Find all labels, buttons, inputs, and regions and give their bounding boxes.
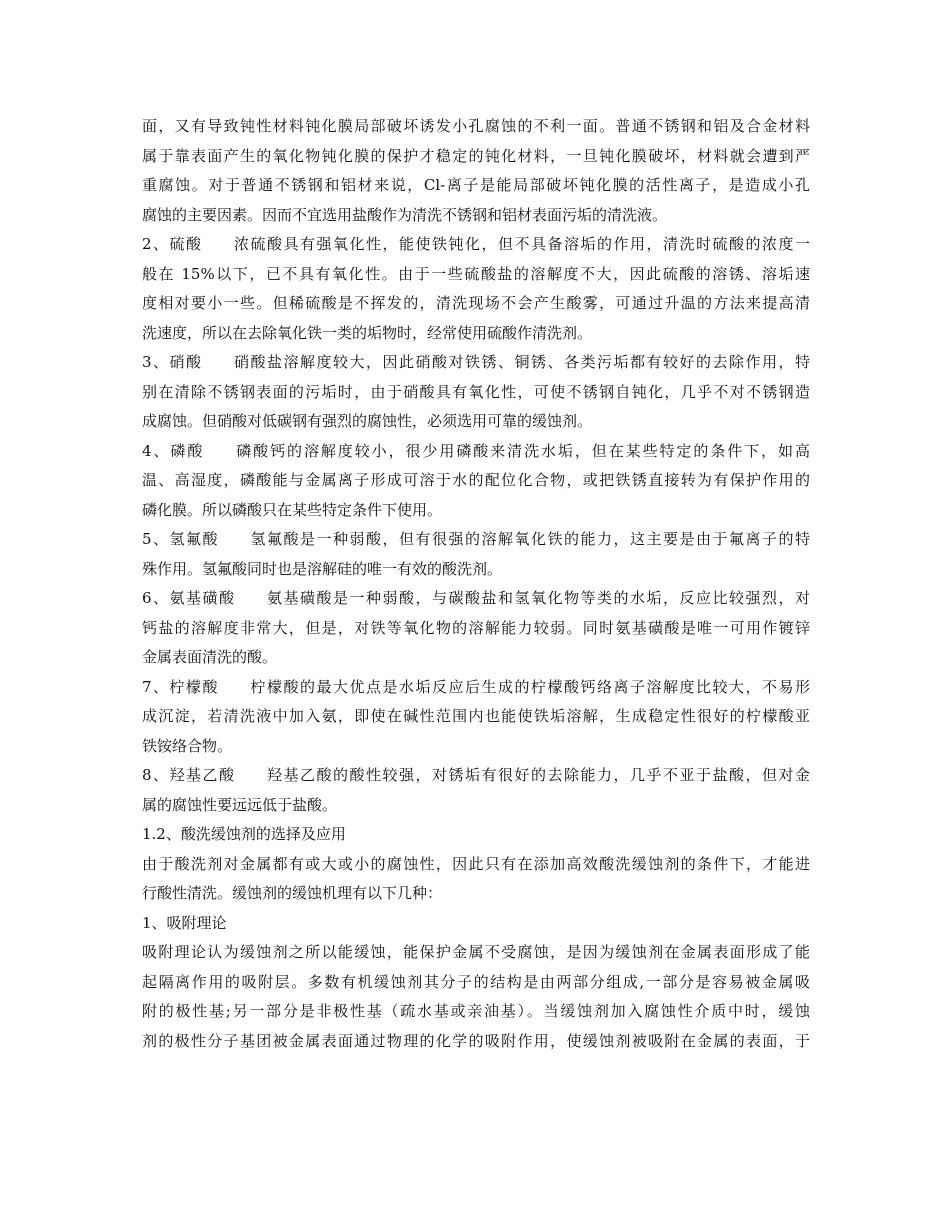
paragraph-text: 硝酸盐溶解度较大，因此硝酸对铁锈、铜锈、各类污垢都有较好的去除作用，特 [232, 353, 810, 371]
paragraph-text: 般在 15%以下，已不具有氧化性。由于一些硫酸盐的溶解度不大，因此硫酸的溶锈、溶垢速 [142, 264, 810, 283]
paragraph-text: 面，又有导致钝性材料钝化膜局部破坏诱发小孔腐蚀的不利一面。普通不锈钢和铝及合金材料 [142, 117, 810, 135]
text-line [142, 496, 810, 526]
text-line [142, 201, 810, 231]
paragraph-text: 1.2、酸洗缓蚀剂的选择及应用 [142, 825, 346, 843]
text-line [142, 909, 810, 939]
paragraph-text: 附的极性基;另一部分是非极性基（疏水基或亲油基）。当缓蚀剂加入腐蚀性介质中时，缓蚀 [142, 1002, 810, 1020]
paragraph-text: 铁铵络合物。 [142, 736, 233, 755]
text-line [142, 702, 810, 732]
section-heading: 2、硫酸 [142, 235, 203, 253]
paragraph-text: 羟基乙酸的酸性较强，对锈垢有很好的去除能力，几乎不亚于盐酸，但对金 [265, 766, 810, 784]
section-heading: 6、氨基磺酸 [142, 589, 236, 607]
paragraph-text: 钙盐的溶解度非常大，但是，对铁等氧化物的溶解能力较弱。同时氨基磺酸是唯一可用作镀锌 [142, 618, 810, 637]
text-line [142, 850, 810, 880]
paragraph-text: 重腐蚀。对于普通不锈钢和铝材来说，Cl-离子是能局部破坏钝化膜的活性离子，是造成小孔 [142, 176, 810, 194]
paragraph-text: 浓硫酸具有强氧化性，能使铁钝化，但不具备溶垢的作用，清洗时硫酸的浓度一 [232, 235, 810, 253]
paragraph-text: 成腐蚀。但硝酸对低碳钢有强烈的腐蚀性，必须选用可靠的缓蚀剂。 [142, 412, 593, 430]
text-line [142, 820, 810, 850]
paragraph-text: 氨基磺酸是一种弱酸，与碳酸盐和氢氧化物等类的水垢，反应比较强烈，对 [265, 589, 810, 607]
paragraph-text: 行酸性清洗。缓蚀剂的缓蚀机理有以下几种： [142, 884, 443, 902]
text-line [142, 142, 810, 172]
paragraph-text: 吸附理论认为缓蚀剂之所以能缓蚀，能保护金属不受腐蚀，是因为缓蚀剂在金属表面形成了能 [142, 943, 810, 961]
text-line [142, 230, 810, 260]
text-line [142, 407, 810, 437]
section-heading: 7、柠檬酸 [142, 677, 220, 696]
paragraph-text: 属于靠表面产生的氧化物钝化膜的保护才稳定的钝化材料，一旦钝化膜破坏，材料就会遭到严 [142, 146, 810, 165]
text-line [142, 525, 810, 555]
section-heading: 4、磷酸 [142, 441, 205, 460]
text-line [142, 938, 810, 968]
paragraph-text: 属的腐蚀性要远远低于盐酸。 [142, 795, 338, 814]
paragraph-text: 1、吸附理论 [142, 913, 227, 932]
paragraph-text: 起隔离作用的吸附层。多数有机缓蚀剂其分子的结构是由两部分组成,一部分是容易被金属吸 [142, 972, 810, 991]
text-line [142, 1027, 810, 1057]
paragraph-text: 殊作用。氢氟酸同时也是溶解硅的唯一有效的酸洗剂。 [142, 559, 503, 578]
section-heading: 5、氢氟酸 [142, 530, 220, 548]
paragraph-text: 磷酸钙的溶解度较小，很少用磷酸来清洗水垢，但在某些特定的条件下，如高 [234, 441, 810, 460]
text-line [142, 584, 810, 614]
text-line [142, 437, 810, 467]
paragraph-text: 由于酸洗剂对金属都有或大或小的腐蚀性，因此只有在添加高效酸洗缓蚀剂的条件下，才能进 [142, 854, 810, 873]
text-line [142, 348, 810, 378]
text-line [142, 289, 810, 319]
text-line [142, 673, 810, 703]
text-line [142, 614, 810, 644]
paragraph-text: 度相对要小一些。但稀硫酸是不挥发的，清洗现场不会产生酸雾，可通过升温的方法来提高清 [142, 294, 810, 312]
paragraph-text: 腐蚀的主要因素。因而不宜选用盐酸作为清洗不锈钢和铝材表面污垢的清洗液。 [142, 205, 668, 224]
text-line [142, 555, 810, 585]
text-line [142, 643, 810, 673]
paragraph-text: 柠檬酸的最大优点是水垢反应后生成的柠檬酸钙络离子溶解度比较大，不易形 [249, 677, 810, 696]
paragraph-text: 成沉淀，若清洗液中加入氨，即使在碱性范围内也能使铁垢溶解，生成稳定性很好的柠檬酸亚 [142, 707, 810, 725]
text-line [142, 171, 810, 201]
text-line [142, 997, 810, 1027]
document-page [142, 112, 810, 1056]
paragraph-text: 温、高湿度，磷酸能与金属离子形成可溶于水的配位化合物，或把铁锈直接转为有保护作用的 [142, 471, 810, 489]
text-line [142, 732, 810, 762]
paragraph-text: 别在清除不锈钢表面的污垢时，由于硝酸具有氧化性，可使不锈钢自钝化，几乎不对不锈钢造 [142, 382, 810, 401]
paragraph-text: 磷化膜。所以磷酸只在某些特定条件下使用。 [142, 500, 443, 519]
text-line [142, 378, 810, 408]
text-line [142, 319, 810, 349]
text-line [142, 260, 810, 290]
section-heading: 3、硝酸 [142, 353, 203, 371]
paragraph-text: 剂的极性分子基团被金属表面通过物理的化学的吸附作用，使缓蚀剂被吸附在金属的表面，于 [142, 1031, 810, 1050]
text-line [142, 968, 810, 998]
paragraph-text: 氢氟酸是一种弱酸，但有很强的溶解氧化铁的能力，这主要是由于氟离子的特 [249, 530, 810, 548]
paragraph-text: 洗速度，所以在去除氧化铁一类的垢物时，经常使用硫酸作清洗剂。 [142, 323, 593, 342]
text-line [142, 791, 810, 821]
paragraph-text: 金属表面清洗的酸。 [142, 648, 278, 666]
section-heading: 8、羟基乙酸 [142, 766, 236, 784]
text-line [142, 466, 810, 496]
text-line [142, 761, 810, 791]
text-line [142, 112, 810, 142]
text-line [142, 879, 810, 909]
